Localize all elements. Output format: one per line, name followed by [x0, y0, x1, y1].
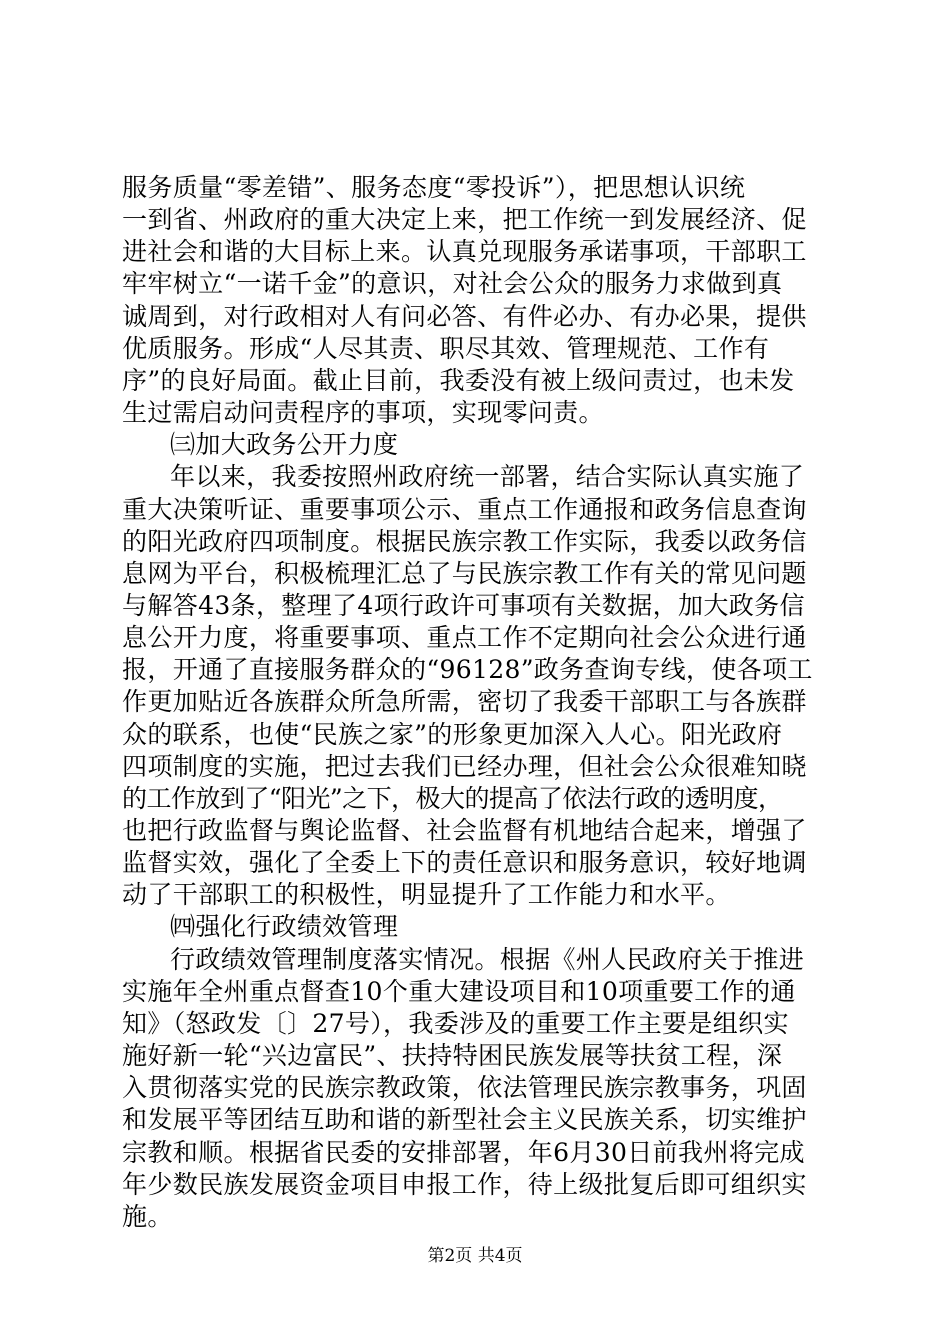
text-line: 四项制度的实施，把过去我们已经办理，但社会公众很难知晓	[122, 751, 807, 781]
text-line: 生过需启动问责程序的事项，实现零问责。	[122, 398, 604, 428]
text-line: 诚周到，对行政相对人有问必答、有件必办、有办必果，提供	[122, 301, 807, 331]
text-line: 序”的良好局面。截止目前，我委没有被上级问责过，也未发	[122, 365, 795, 395]
text-line: 施。	[122, 1201, 173, 1231]
text-line: 知》（怒政发〔〕27号），我委涉及的重要工作主要是组织实	[122, 1008, 789, 1038]
text-line: 实施年全州重点督查10个重大建设项目和10项重要工作的通	[122, 976, 796, 1006]
text-line: 息公开力度，将重要事项、重点工作不定期向社会公众进行通	[122, 623, 807, 653]
text-line: 众的联系，也使“民族之家”的形象更加深入人心。阳光政府	[122, 719, 783, 749]
text-line: 一到省、州政府的重大决定上来，把工作统一到发展经济、促	[122, 205, 807, 235]
text-line: 的阳光政府四项制度。根据民族宗教工作实际，我委以政务信	[122, 526, 807, 556]
text-line: 牢牢树立“一诺千金”的意识，对社会公众的服务力求做到真	[122, 269, 783, 299]
text-line: 动了干部职工的积极性，明显提升了工作能力和水平。	[122, 880, 731, 910]
text-line: 和发展平等团结互助和谐的新型社会主义民族关系，切实维护	[122, 1105, 807, 1135]
text-line: 作更加贴近各族群众所急所需，密切了我委干部职工与各族群	[122, 687, 807, 717]
text-line: 监督实效，强化了全委上下的责任意识和服务意识，较好地调	[122, 848, 807, 878]
text-line: 入贯彻落实党的民族宗教政策，依法管理民族宗教事务，巩固	[122, 1073, 807, 1103]
text-line: 报，开通了直接服务群众的“96128”政务查询专线，使各项工	[122, 655, 813, 685]
text-line: 年少数民族发展资金项目申报工作，待上级批复后即可组织实	[122, 1169, 807, 1199]
text-line: 年以来，我委按照州政府统一部署，结合实际认真实施了	[170, 462, 805, 492]
text-line: 重大决策听证、重要事项公示、重点工作通报和政务信息查询	[122, 494, 807, 524]
text-line: 也把行政监督与舆论监督、社会监督有机地结合起来，增强了	[122, 816, 807, 846]
text-line: 息网为平台，积极梳理汇总了与民族宗教工作有关的常见问题	[122, 558, 807, 588]
text-line: 行政绩效管理制度落实情况。根据《州人民政府关于推进	[170, 944, 805, 974]
section-heading: ㈣强化行政绩效管理	[170, 912, 399, 942]
text-line: 施好新一轮“兴边富民”、扶持特困民族发展等扶贫工程，深	[122, 1041, 783, 1071]
section-heading: ㈢加大政务公开力度	[170, 430, 399, 460]
text-line: 服务质量“零差错”、服务态度“零投诉”），把思想认识统	[122, 173, 746, 202]
text-line: 优质服务。形成“人尽其责、职尽其效、管理规范、工作有	[122, 333, 770, 363]
text-line: 宗教和顺。根据省民委的安排部署，年6月30日前我州将完成	[122, 1137, 805, 1167]
page-footer: 第2页 共4页	[427, 1246, 523, 1266]
text-line: 的工作放到了“阳光”之下，极大的提高了依法行政的透明度，	[122, 783, 783, 813]
text-line: 与解答43条，整理了4项行政许可事项有关数据，加大政务信	[122, 590, 805, 620]
text-line: 进社会和谐的大目标上来。认真兑现服务承诺事项，干部职工	[122, 237, 807, 267]
